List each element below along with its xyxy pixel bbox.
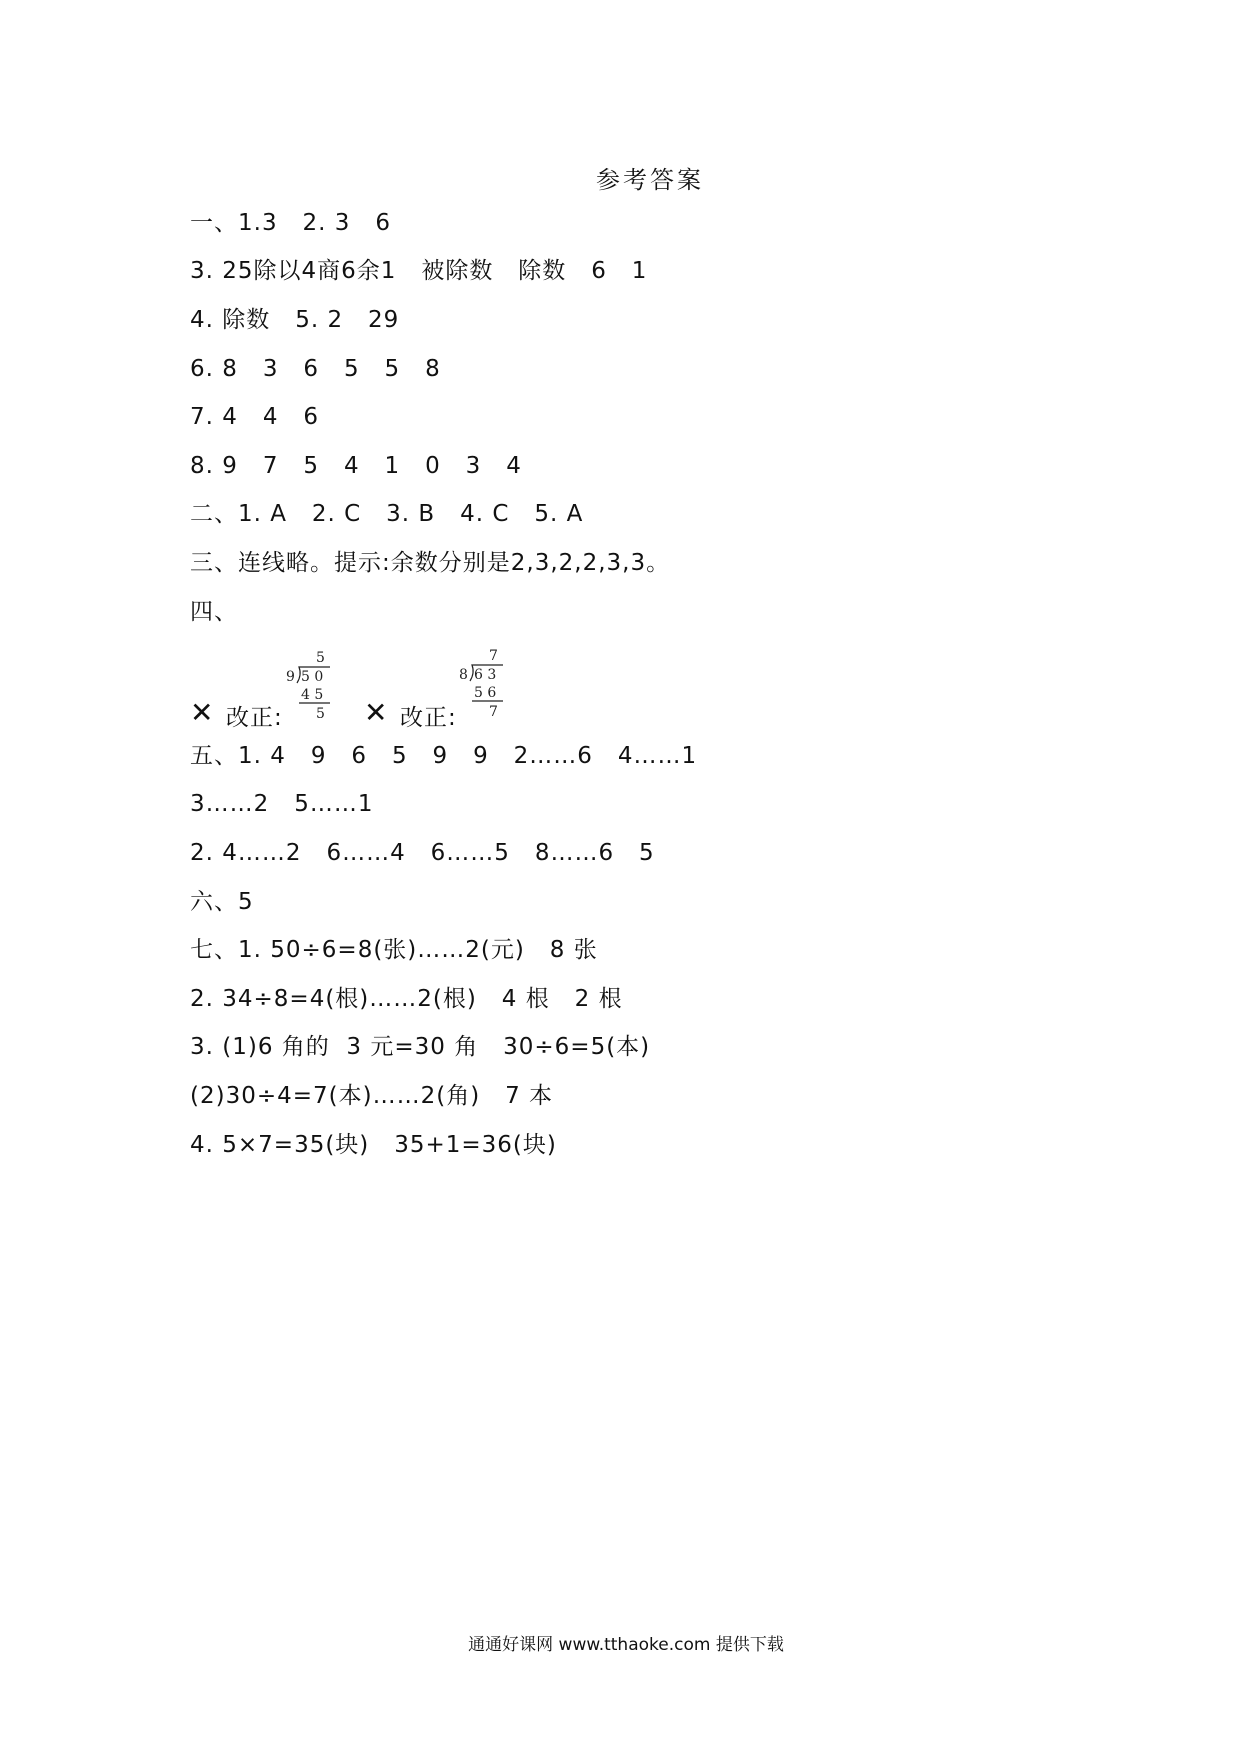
answer-line-4: 6. 8 3 6 5 5 8: [190, 356, 441, 382]
product-2: 5 6: [474, 685, 497, 701]
answer-line-9: 四、: [190, 599, 238, 625]
answer-line-18: 4. 5×7=35(块) 35+1=36(块): [190, 1132, 557, 1158]
answer-line-17: (2)30÷4=7(本)……2(角) 7 本: [190, 1083, 554, 1109]
answer-line-11: 3……2 5……1: [190, 791, 374, 817]
divisor-2: 8: [459, 667, 468, 683]
answer-line-7: 二、1. A 2. C 3. B 4. C 5. A: [190, 501, 584, 527]
answer-line-12: 2. 4……2 6……4 6……5 8……6 5: [190, 840, 655, 866]
answer-line-1: 一、1.3 2. 3 6: [190, 210, 391, 236]
quotient-2: 7: [489, 648, 498, 664]
answer-line-6: 8. 9 7 5 4 1 0 3 4: [190, 453, 522, 479]
footer-download-note: 通通好课网 www.tthaoke.com 提供下载: [468, 1635, 784, 1655]
answer-line-5: 7. 4 4 6: [190, 404, 320, 430]
divisor-1: 9: [286, 669, 295, 685]
remainder-2: 7: [489, 704, 498, 720]
answer-line-14: 七、1. 50÷6=8(张)……2(元) 8 张: [190, 937, 598, 963]
answer-line-10: 五、1. 4 9 6 5 9 9 2……6 4……1: [190, 743, 698, 769]
long-division-2: [455, 648, 525, 726]
section-4-corrections: [190, 648, 790, 731]
cross-mark-2: ✕: [364, 696, 388, 729]
answer-line-3: 4. 除数 5. 2 29: [190, 307, 400, 333]
correction-label-2: 改正:: [400, 705, 457, 731]
product-1: 4 5: [301, 687, 324, 703]
long-division-1: [282, 648, 352, 726]
quotient-1: 5: [316, 650, 325, 666]
dividend-2: 6 3: [474, 667, 497, 683]
remainder-1: 5: [316, 706, 325, 722]
correction-label-1: 改正:: [226, 705, 283, 731]
answer-line-13: 六、5: [190, 889, 254, 915]
page-title: 参考答案: [596, 166, 704, 194]
cross-mark-1: ✕: [190, 696, 214, 729]
answer-line-16: 3. (1)6 角的 3 元=30 角 30÷6=5(本): [190, 1034, 651, 1060]
answer-line-8: 三、连线略。提示:余数分别是2,3,2,2,3,3。: [190, 550, 671, 576]
answer-line-15: 2. 34÷8=4(根)……2(根) 4 根 2 根: [190, 986, 623, 1012]
answer-line-2: 3. 25除以4商6余1 被除数 除数 6 1: [190, 258, 648, 284]
dividend-1: 5 0: [301, 669, 324, 685]
